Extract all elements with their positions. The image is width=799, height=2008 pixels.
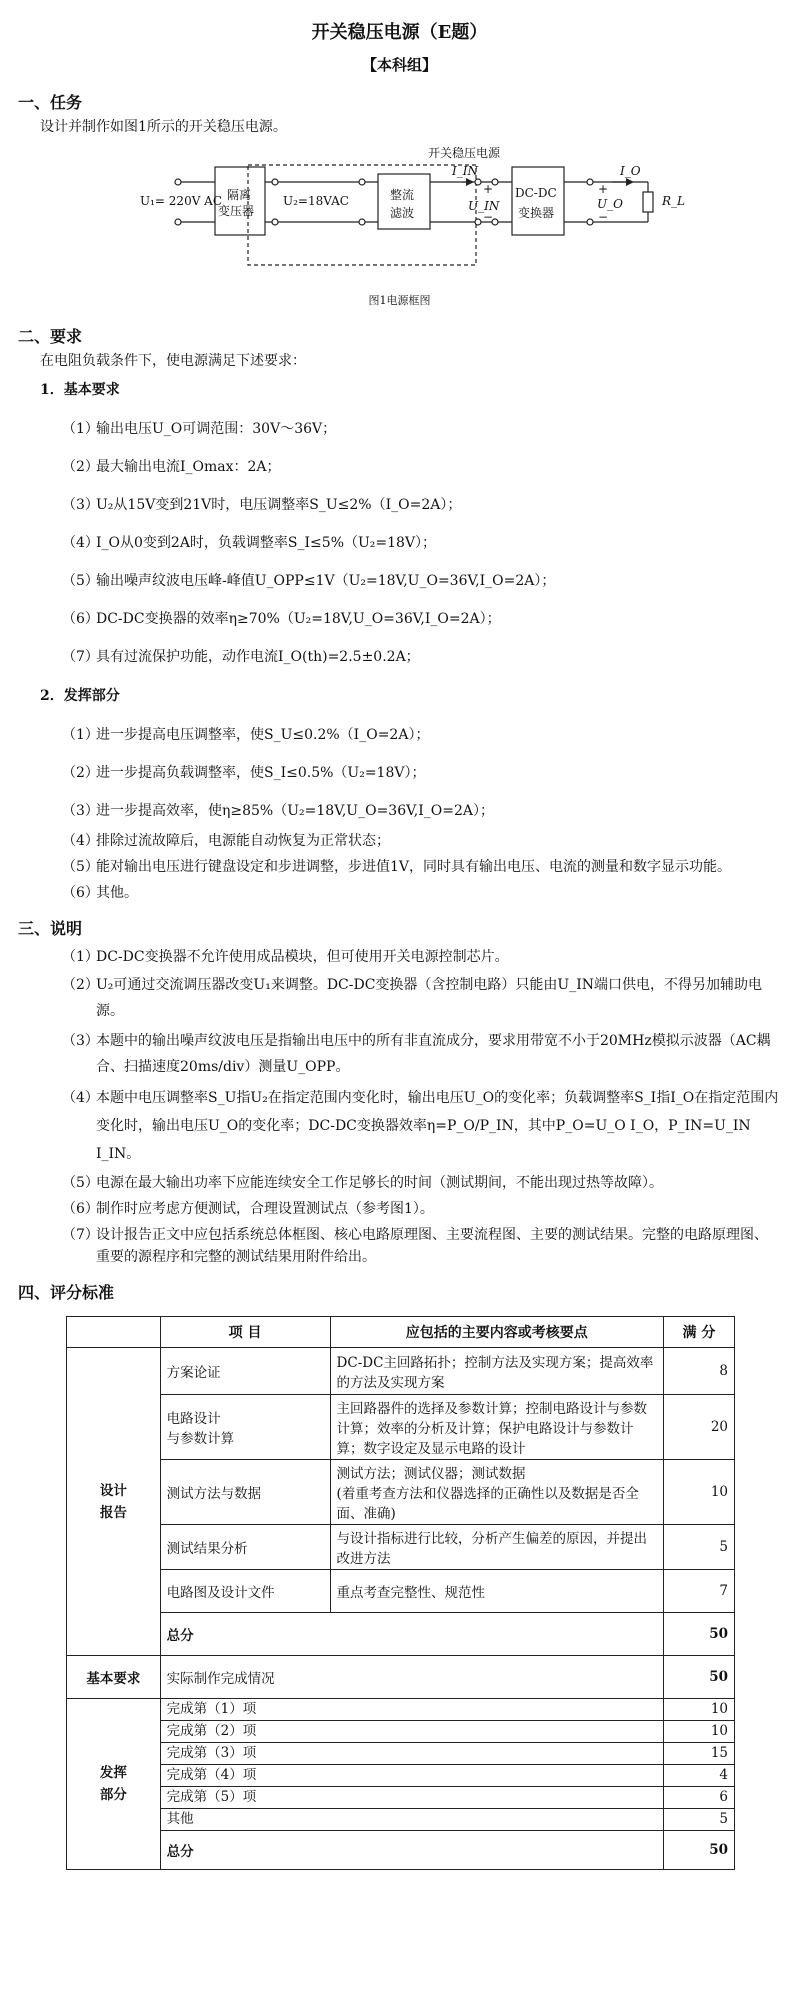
item-number: （6） <box>62 1201 99 1217</box>
list-item <box>62 972 779 1024</box>
header-cell: 应包括的主要内容或考核要点 <box>330 1317 663 1348</box>
item-number: （2） <box>62 977 99 993</box>
item-text: 本题中电压调整率S_U指U₂在指定范围内变化时，输出电压U_O的变化率；负载调整率S_I指I_O在指定范围内变化时，输出电压U_O的变化率；DC-DC变换器效率η=P_O/P_IN，其中P_O=U_O I_O，P_IN=U_IN I_IN。 <box>96 1090 779 1162</box>
item-cell: 方案论证 <box>160 1348 330 1395</box>
extra-heading: 2．发挥部分 <box>40 688 120 704</box>
header-cell: 满 分 <box>663 1317 734 1348</box>
item-text: DC-DC变换器的效率η≥70%（U₂=18V,U_O=36V,I_O=2A）； <box>96 611 501 627</box>
list-item <box>62 1028 779 1080</box>
diagram-rectify-2: 滤波 <box>390 206 415 220</box>
notes-list <box>0 946 799 1268</box>
diagram-title: 开关稳压电源 <box>428 146 501 160</box>
list-item <box>62 646 779 668</box>
content-cell: DC-DC主回路拓扑；控制方法及实现方案；提高效率的方法及实现方案 <box>330 1348 663 1395</box>
total-points-cell: 50 <box>663 1831 734 1870</box>
page-title: 开关稳压电源（E题） <box>311 22 488 43</box>
item-number: （6） <box>62 611 99 627</box>
item-text: 排除过流故障后，电源能自动恢复为正常状态； <box>96 833 390 849</box>
list-item <box>62 762 779 784</box>
item-text: I_O从0变到2A时，负载调整率S_I≤5%（U₂=18V）； <box>96 535 437 551</box>
table-row <box>67 1809 735 1831</box>
table-row <box>67 1831 735 1870</box>
item-number: （1） <box>62 421 99 437</box>
item-text: 设计报告正文中应包括系统总体框图、核心电路原理图、主要流程图、主要的测试结果。完整的电路原理图、重要的源程序和完整的测试结果用附件给出。 <box>96 1227 768 1265</box>
item-text: 进一步提高负载调整率，使S_I≤0.5%（U₂=18V）； <box>96 765 426 781</box>
list-item <box>62 1224 779 1268</box>
item-number: （5） <box>62 573 99 589</box>
basic-list <box>0 418 799 668</box>
points-cell: 50 <box>663 1656 734 1699</box>
section-task-heading: 一、任务 <box>18 93 83 112</box>
item-number: （7） <box>62 649 99 665</box>
section-requirements-heading: 二、要求 <box>18 327 83 346</box>
points-cell: 20 <box>663 1395 734 1460</box>
list-item <box>62 724 779 746</box>
section-scoring-heading: 四、评分标准 <box>18 1283 115 1302</box>
item-text: 电源在最大输出功率下应能连续安全工作足够长的时间（测试期间，不能出现过热等故障）。 <box>96 1175 663 1191</box>
diagram-minus-out: − <box>598 210 609 224</box>
scoring-table <box>66 1316 735 1870</box>
diagram-iin: I_IN <box>452 164 478 178</box>
item-number: （4） <box>62 1090 99 1106</box>
page-subtitle: 【本科组】 <box>361 56 437 74</box>
header-cell <box>67 1317 161 1348</box>
item-cell: 测试方法与数据 <box>160 1460 330 1525</box>
item-text: 输出电压U_O可调范围：30V～36V； <box>96 421 337 437</box>
diagram-rl: R_L <box>662 194 686 208</box>
item-text: 具有过流保护功能，动作电流I_O(th)=2.5±0.2A； <box>96 649 420 665</box>
item-cell: 电路图及设计文件 <box>160 1570 330 1613</box>
points-cell: 7 <box>663 1570 734 1613</box>
diagram-isolation-1: 隔离 <box>227 188 252 202</box>
task-text: 设计并制作如图1所示的开关稳压电源。 <box>40 119 287 135</box>
block-diagram <box>0 142 799 292</box>
extra-list-2 <box>0 830 799 904</box>
list-item <box>62 456 779 478</box>
table-row <box>67 1570 735 1613</box>
list-item <box>62 830 779 852</box>
item-text: 能对输出电压进行键盘设定和步进调整，步进值1V，同时具有输出电压、电流的测量和数字显示功能。 <box>96 859 732 875</box>
load-resistor <box>643 192 653 212</box>
diagram-plus-out: + <box>598 182 609 196</box>
item-number: （6） <box>62 885 99 901</box>
table-row <box>67 1460 735 1525</box>
diagram-uin: U_IN <box>468 199 500 213</box>
item-cell: 电路设计 与参数计算 <box>160 1395 330 1460</box>
points-cell: 10 <box>663 1699 734 1721</box>
list-item <box>62 532 779 554</box>
item-cell: 完成第（5）项 <box>160 1787 663 1809</box>
category-basic: 基本要求 <box>67 1656 161 1699</box>
item-text: 本题中的输出噪声纹波电压是指输出电压中的所有非直流成分，要求用带宽不小于20MHz模拟示波器（AC耦合、扫描速度20ms/div）测量U_OPP。 <box>96 1033 771 1075</box>
points-cell: 10 <box>663 1460 734 1525</box>
item-number: （3） <box>62 497 99 513</box>
list-item <box>62 418 779 440</box>
figure-caption: 图1电源框图 <box>368 294 431 307</box>
item-text: 输出噪声纹波电压峰-峰值U_OPP≤1V（U₂=18V,U_O=36V,I_O=2A）； <box>96 573 556 589</box>
content-cell: 重点考查完整性、规范性 <box>330 1570 663 1613</box>
table-row <box>67 1765 735 1787</box>
diagram-io: I_O <box>620 164 641 178</box>
item-number: （5） <box>62 859 99 875</box>
table-row <box>67 1395 735 1460</box>
table-row <box>67 1348 735 1395</box>
points-cell: 15 <box>663 1743 734 1765</box>
table-row <box>67 1743 735 1765</box>
content-cell: 与设计指标进行比较，分析产生偏差的原因，并提出改进方法 <box>330 1525 663 1570</box>
table-row <box>67 1721 735 1743</box>
item-text: DC-DC变换器不允许使用成品模块，但可使用开关电源控制芯片。 <box>96 949 509 965</box>
table-row <box>67 1613 735 1656</box>
list-item <box>62 882 779 904</box>
total-label-cell: 总分 <box>160 1831 663 1870</box>
header-cell: 项 目 <box>160 1317 330 1348</box>
table-row <box>67 1787 735 1809</box>
item-number: （4） <box>62 833 99 849</box>
diagram-dcdc-2: 变换器 <box>518 206 555 220</box>
points-cell: 4 <box>663 1765 734 1787</box>
item-cell: 完成第（4）项 <box>160 1765 663 1787</box>
item-cell: 完成第（2）项 <box>160 1721 663 1743</box>
item-number: （2） <box>62 459 99 475</box>
item-number: （4） <box>62 535 99 551</box>
diagram-uo: U_O <box>597 197 623 211</box>
diagram-u1: U₁= 220V AC <box>140 194 223 208</box>
points-cell: 10 <box>663 1721 734 1743</box>
table-header-row <box>67 1317 735 1348</box>
table-row <box>67 1656 735 1699</box>
item-number: （3） <box>62 803 99 819</box>
list-item <box>62 494 779 516</box>
points-cell: 8 <box>663 1348 734 1395</box>
item-number: （7） <box>62 1227 99 1243</box>
diagram-u2: U₂=18VAC <box>283 194 349 208</box>
item-number: （1） <box>62 949 99 965</box>
list-item <box>62 1172 779 1194</box>
dcdc-block <box>512 167 564 235</box>
diagram-plus-in: + <box>483 182 494 196</box>
item-cell: 其他 <box>160 1809 663 1831</box>
item-cell: 完成第（3）项 <box>160 1743 663 1765</box>
item-text: 制作时应考虑方便测试，合理设置测试点（参考图1）。 <box>96 1201 434 1217</box>
item-cell: 测试结果分析 <box>160 1525 330 1570</box>
total-points-cell: 50 <box>663 1613 734 1656</box>
diagram-dcdc-1: DC-DC <box>515 186 557 200</box>
list-item <box>62 1198 779 1220</box>
diagram-isolation-2: 变压器 <box>218 204 255 218</box>
item-text: U₂可通过交流调压器改变U₁来调整。DC-DC变换器（含控制电路）只能由U_IN端口供电，不得另加辅助电源。 <box>96 977 763 1019</box>
item-text: 其他。 <box>96 885 138 901</box>
item-number: （2） <box>62 765 99 781</box>
total-label-cell: 总分 <box>160 1613 663 1656</box>
extra-list <box>0 724 799 822</box>
list-item <box>62 856 779 878</box>
basic-heading: 1．基本要求 <box>40 382 120 398</box>
diagram-rectify-1: 整流 <box>390 188 415 202</box>
content-cell: 主回路器件的选择及参数计算；控制电路设计与参数计算；效率的分析及计算；保护电路设计与参数计算；数字设定及显示电路的设计 <box>330 1395 663 1460</box>
points-cell: 5 <box>663 1525 734 1570</box>
table-row <box>67 1525 735 1570</box>
item-number: （1） <box>62 727 99 743</box>
points-cell: 6 <box>663 1787 734 1809</box>
list-item <box>62 800 779 822</box>
item-text: 进一步提高电压调整率，使S_U≤0.2%（I_O=2A）； <box>96 727 430 743</box>
points-cell: 5 <box>663 1809 734 1831</box>
list-item <box>62 570 779 592</box>
list-item <box>62 946 779 968</box>
table-row <box>67 1699 735 1721</box>
section-notes-heading: 三、说明 <box>18 919 83 938</box>
item-cell: 完成第（1）项 <box>160 1699 663 1721</box>
diagram-minus-in: − <box>483 210 494 224</box>
category-extra: 发挥 部分 <box>67 1699 161 1870</box>
list-item <box>62 1084 779 1168</box>
item-text: U₂从15V变到21V时，电压调整率S_U≤2%（I_O=2A）； <box>96 497 462 513</box>
category-design-report: 设计 报告 <box>67 1348 161 1656</box>
requirements-intro: 在电阻负载条件下，使电源满足下述要求： <box>40 353 306 369</box>
item-cell: 实际制作完成情况 <box>160 1656 663 1699</box>
content-cell: 测试方法；测试仪器；测试数据 (着重考查方法和仪器选择的正确性以及数据是否全面、准确) <box>330 1460 663 1525</box>
list-item <box>62 608 779 630</box>
item-number: （3） <box>62 1033 99 1049</box>
item-text: 进一步提高效率，使η≥85%（U₂=18V,U_O=36V,I_O=2A）； <box>96 803 494 819</box>
item-text: 最大输出电流I_Omax：2A； <box>96 459 281 475</box>
item-number: （5） <box>62 1175 99 1191</box>
